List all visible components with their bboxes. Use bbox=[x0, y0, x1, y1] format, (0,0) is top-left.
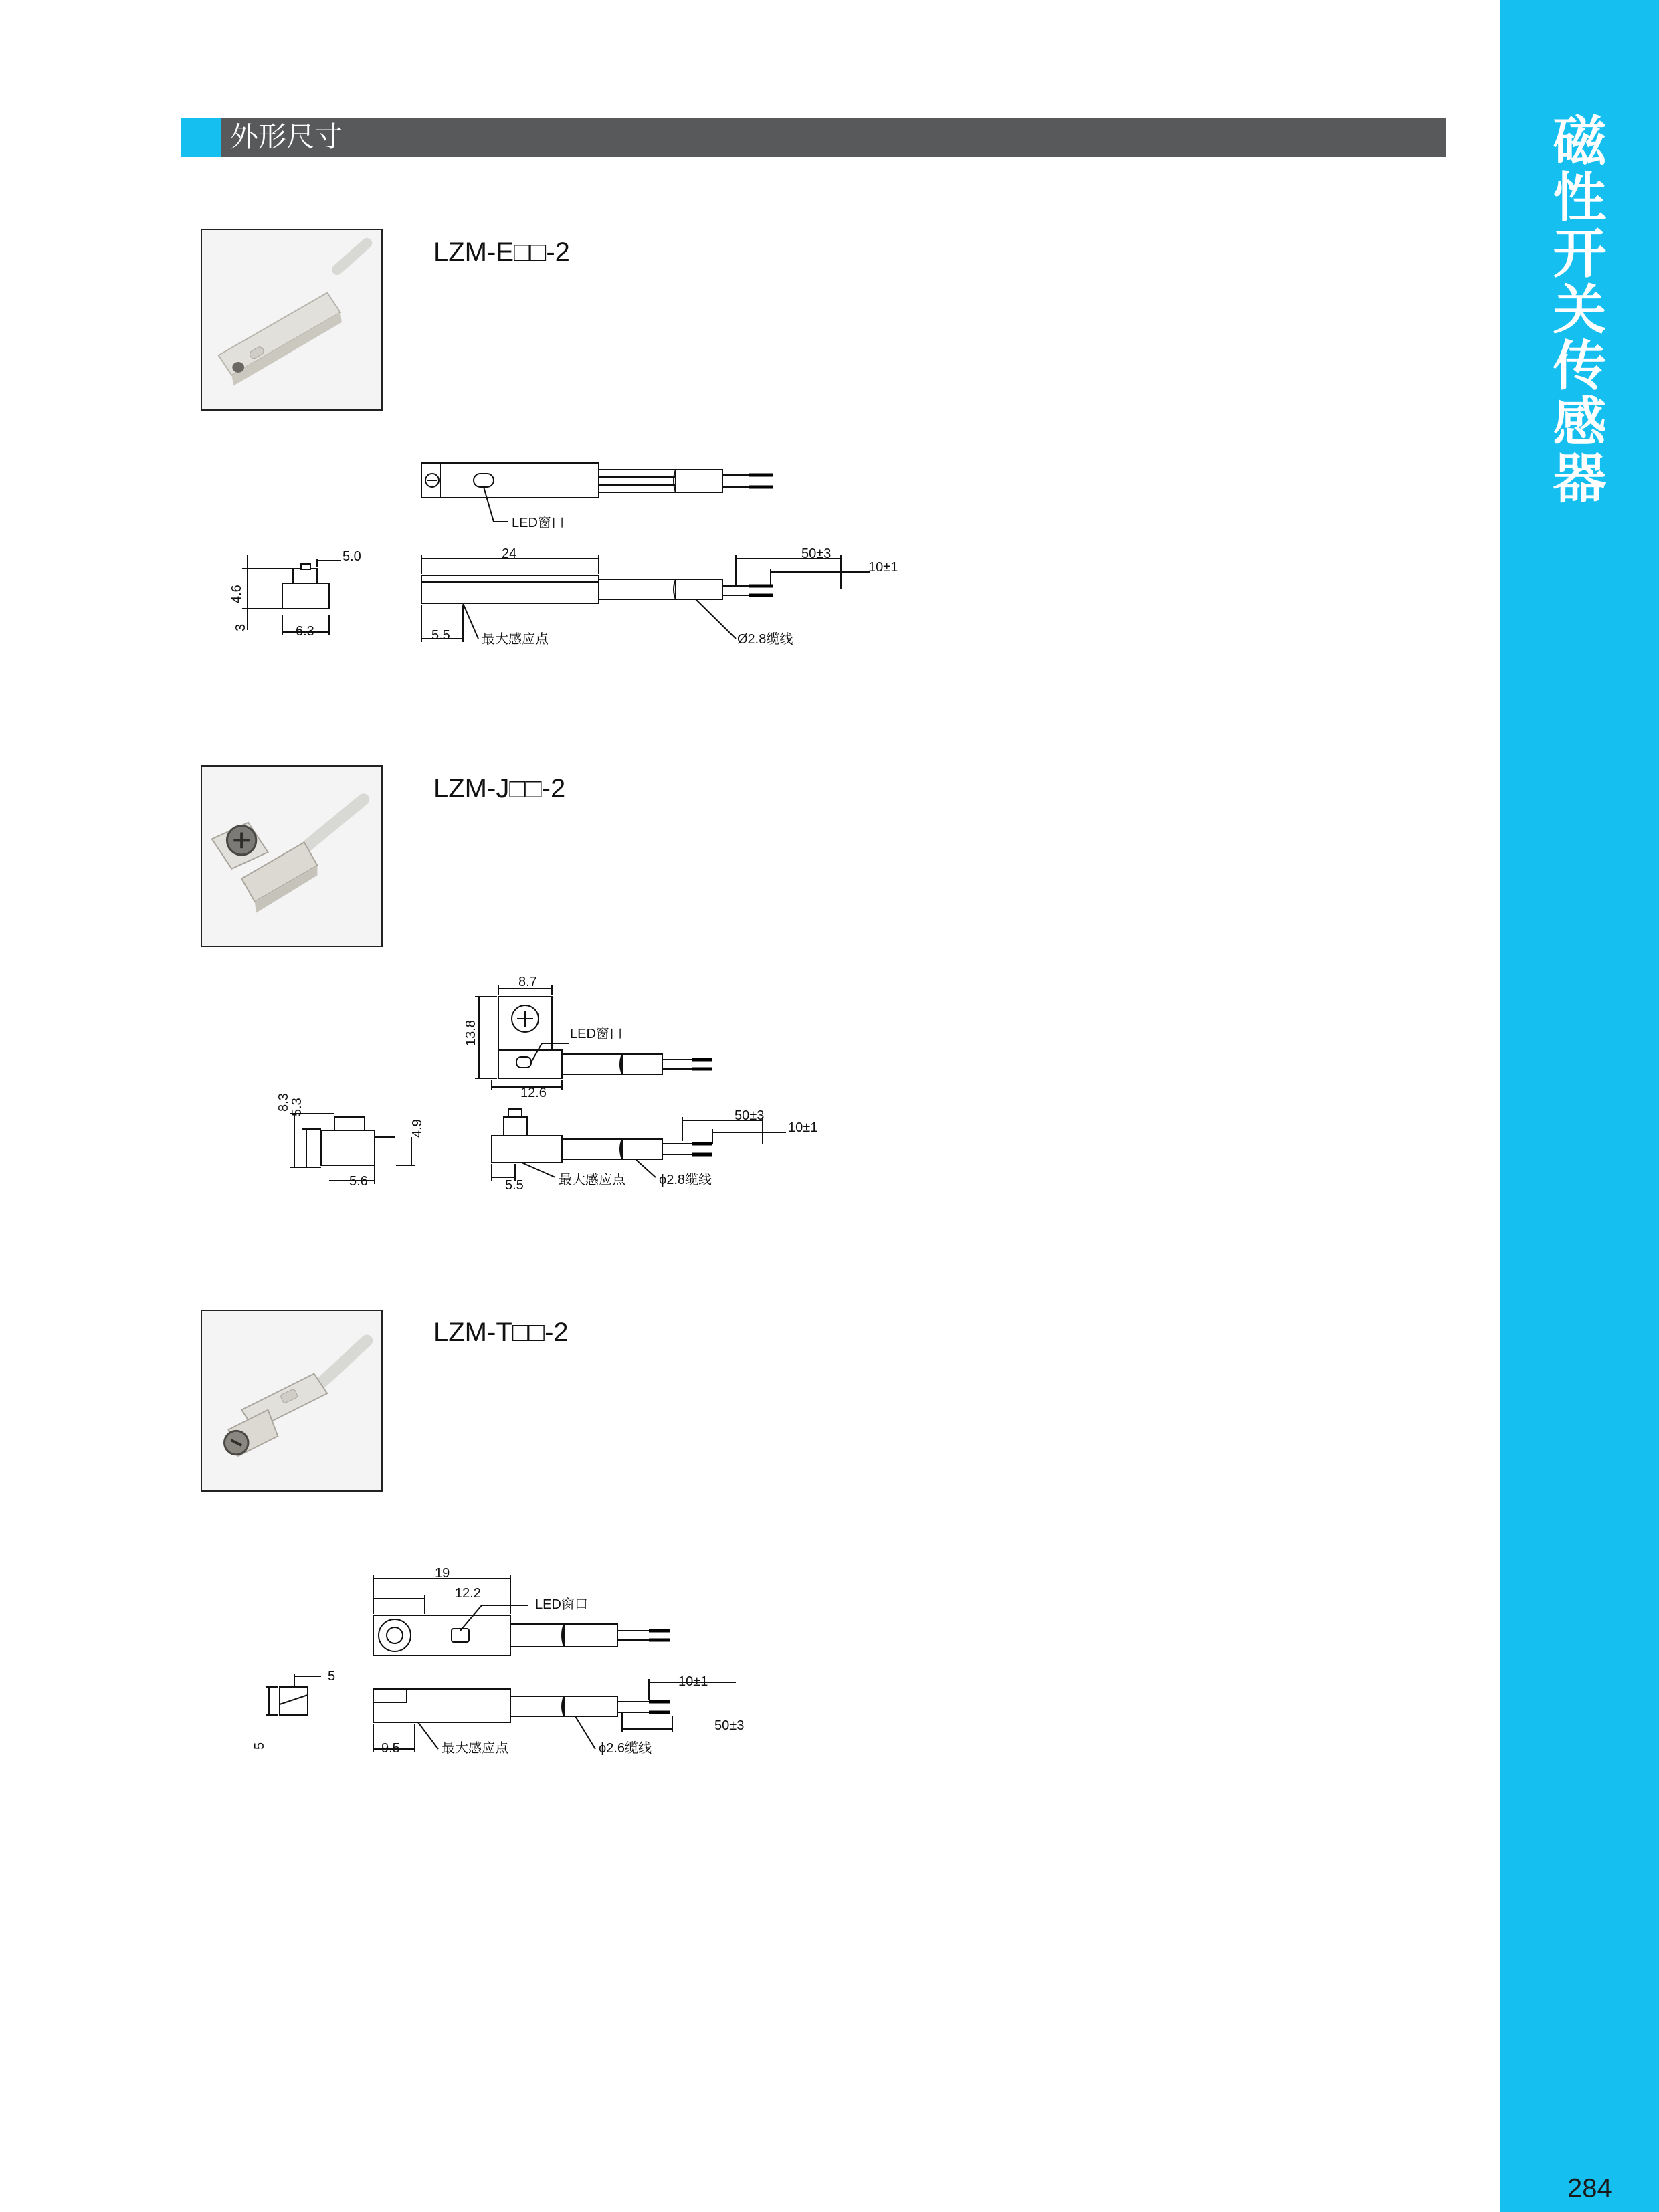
label-h2: 5.3 bbox=[290, 1098, 304, 1116]
label-strip: 10±1 bbox=[788, 1120, 818, 1135]
label-cable-length: 50±3 bbox=[735, 1108, 765, 1123]
sensor-j-image bbox=[202, 767, 381, 946]
sidebar-title-char: 开 bbox=[1553, 223, 1607, 285]
label-strip: 10±1 bbox=[868, 560, 898, 575]
product-photo-e bbox=[201, 229, 383, 411]
sidebar bbox=[1500, 0, 1659, 2212]
label-cable: ϕ2.8缆线 bbox=[659, 1173, 712, 1187]
product-photo-t bbox=[201, 1310, 383, 1492]
label-max-sense: 最大感应点 bbox=[559, 1173, 625, 1187]
sidebar-title-char: 性 bbox=[1553, 167, 1607, 229]
section-title: 外形尺寸 bbox=[230, 120, 343, 153]
sensor-t-image bbox=[202, 1311, 381, 1490]
label-side-w: 5 bbox=[328, 1669, 336, 1684]
label-h3: 4.9 bbox=[410, 1119, 425, 1138]
label-w-side: 5.6 bbox=[349, 1174, 368, 1189]
model-name-j: LZM-J□□-2 bbox=[433, 774, 566, 803]
label-max-sense: 最大感应点 bbox=[482, 632, 549, 647]
dimension-drawing-e bbox=[227, 455, 950, 662]
product-photo-j bbox=[201, 765, 383, 947]
label-width-top: 8.7 bbox=[518, 975, 537, 989]
label-base: 12.6 bbox=[520, 1086, 547, 1100]
section-accent bbox=[181, 118, 221, 157]
label-height: 13.8 bbox=[464, 1020, 478, 1046]
model-name-t: LZM-T□□-2 bbox=[433, 1318, 569, 1347]
section-header bbox=[181, 118, 1446, 157]
sidebar-title-char: 磁 bbox=[1553, 110, 1607, 173]
label-led-window: LED窗口 bbox=[535, 1597, 588, 1612]
sidebar-title-char: 传 bbox=[1553, 335, 1607, 397]
label-cable-length: 50±3 bbox=[714, 1718, 745, 1733]
label-width-top: 5.0 bbox=[343, 549, 361, 564]
label-width-bottom: 6.3 bbox=[296, 624, 314, 639]
label-height-a: 4.6 bbox=[229, 585, 244, 603]
label-offset: 5.5 bbox=[431, 628, 450, 643]
label-max-sense: 最大感应点 bbox=[442, 1741, 508, 1756]
label-offset: 9.5 bbox=[381, 1741, 400, 1756]
label-h1: 8.3 bbox=[276, 1093, 291, 1112]
sidebar-title-char: 感 bbox=[1553, 391, 1607, 454]
sensor-e-image bbox=[202, 230, 381, 409]
label-side-h: 5 bbox=[252, 1742, 267, 1750]
dimension-drawing-t bbox=[254, 1559, 843, 1773]
label-cable-length: 50±3 bbox=[801, 546, 832, 561]
model-name-e: LZM-E□□-2 bbox=[433, 237, 570, 267]
sidebar-title-char: 器 bbox=[1553, 447, 1607, 510]
label-offset: 5.5 bbox=[505, 1178, 524, 1193]
label-length: 19 bbox=[435, 1566, 450, 1581]
label-cable: Ø2.8缆线 bbox=[737, 632, 793, 647]
label-length: 24 bbox=[502, 546, 517, 561]
dimension-drawing-j bbox=[276, 975, 870, 1204]
label-strip: 10±1 bbox=[678, 1674, 708, 1689]
label-led-window: LED窗口 bbox=[512, 516, 565, 530]
label-cable: ϕ2.6缆线 bbox=[599, 1741, 652, 1756]
sidebar-title bbox=[1500, 110, 1659, 510]
page-number: 284 bbox=[1567, 2173, 1612, 2203]
label-led-pos: 12.2 bbox=[455, 1586, 481, 1601]
label-height-b: 3 bbox=[233, 623, 248, 631]
label-led-window: LED窗口 bbox=[570, 1027, 623, 1041]
sidebar-title-char: 关 bbox=[1553, 279, 1607, 341]
